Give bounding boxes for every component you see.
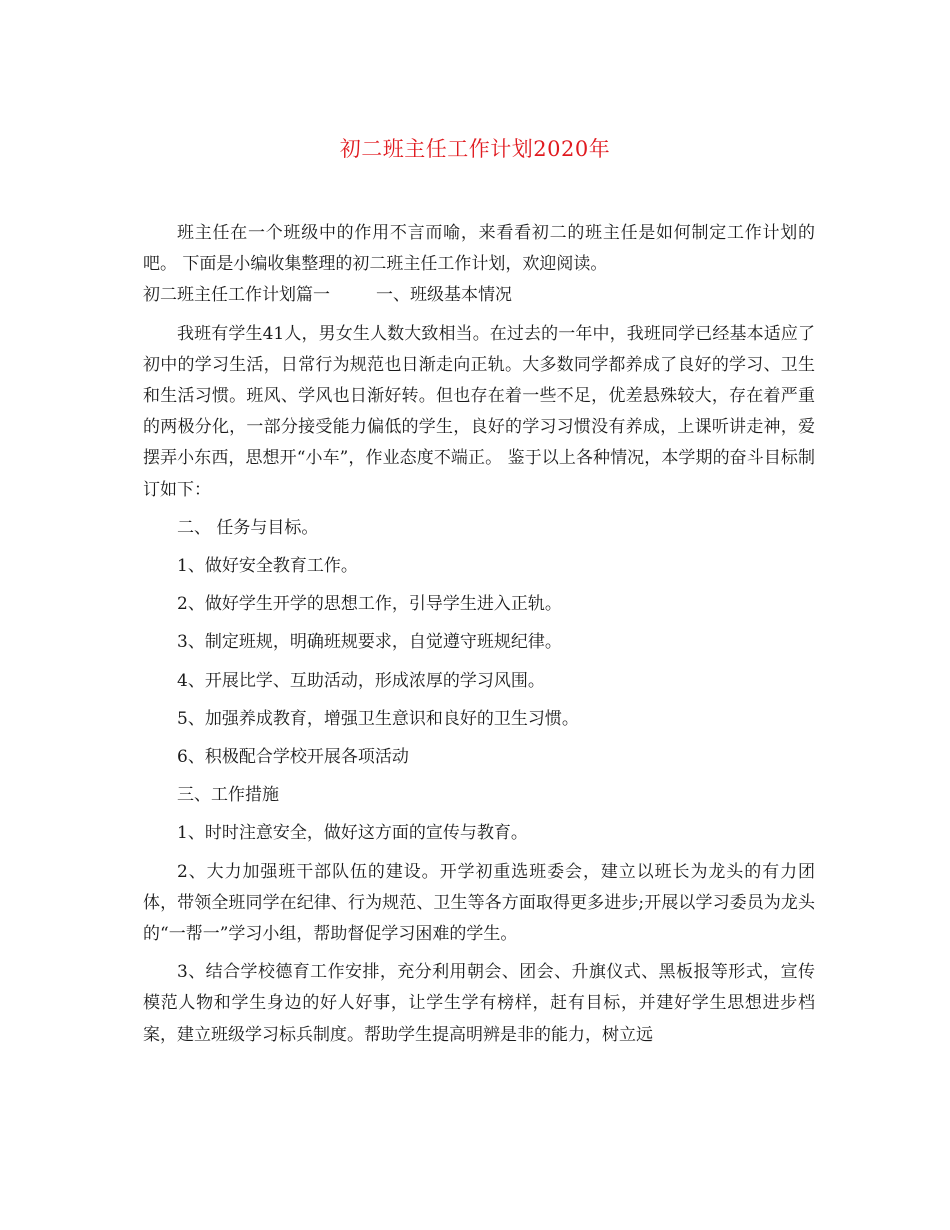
goal-item: 4、开展比学、互助活动，形成浓厚的学习风围。	[177, 670, 545, 691]
goal-item: 1、做好安全教育工作。	[177, 556, 358, 577]
section-heading-2: 二、 任务与目标。	[177, 517, 319, 538]
situation-paragraph: 我班有学生41人，男女生人数大致相当。在过去的一年中，我班同学已经基本适应了初中的学习生活，日常行为规范也日渐走向正轨。大多数同学都养成了良好的学习、卫生和生活习惯。班风、学风也日渐好转。但也存在着一些不足，优差悬殊较大，存在着严重的两极分化，一部分接受能力偏低的学生，良好的学习习惯没有养成，上课听讲走神，爱摆弄小东西，思想开“小车”，作业态度不端正。 鉴于以上各种情况，本学期的奋斗目标制订如下：	[143, 323, 815, 500]
document-title: 初二班主任工作计划2020年	[339, 137, 611, 161]
measure-item: 2、大力加强班干部队伍的建设。开学初重选班委会，建立以班长为龙头的有力团体，带领全班同学在纪律、行为规范、卫生等各方面取得更多进步;开展以学习委员为龙头的“一帮一”学习小组，帮助督促学习困难的学生。	[143, 861, 815, 945]
goal-item: 3、制定班规，明确班规要求，自觉遵守班规纪律。	[177, 632, 562, 653]
document-body	[143, 218, 815, 1051]
measure-item: 1、时时注意安全，做好这方面的宣传与教育。	[177, 823, 528, 844]
measure-item: 3、结合学校德育工作安排，充分利用朝会、团会、升旗仪式、黑板报等形式，宣传模范人物和学生身边的好人好事，让学生学有榜样，赶有目标，并建好学生思想进步档案，建立班级学习标兵制度。帮助学生提高明辨是非的能力，树立远	[143, 962, 815, 1045]
goal-item: 6、积极配合学校开展各项活动	[177, 747, 409, 768]
goal-item: 5、加强养成教育，增强卫生意识和良好的卫生习惯。	[177, 708, 579, 729]
goal-item: 2、做好学生开学的思想工作，引导学生进入正轨。	[177, 594, 562, 615]
section-heading-3: 三、工作措施	[177, 785, 279, 806]
section-heading-1: 一、班级基本情况	[376, 285, 512, 306]
intro-paragraph: 班主任在一个班级中的作用不言而喻，来看看初二的班主任是如何制定工作计划的吧。 下面是小编收集整理的初二班主任工作计划，欢迎阅读。	[143, 223, 815, 275]
part-heading: 初二班主任工作计划篇一	[143, 285, 330, 306]
part-heading-line	[143, 280, 815, 311]
